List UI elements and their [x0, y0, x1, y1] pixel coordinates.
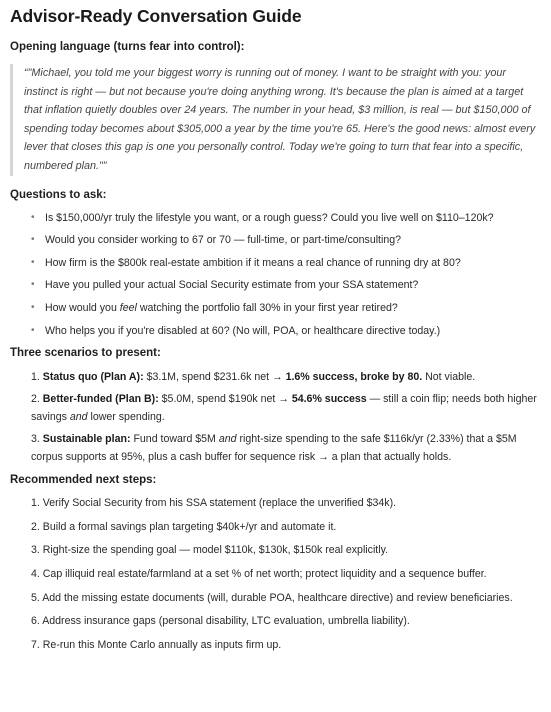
scenario-number: 2. [31, 393, 43, 406]
list-item [10, 277, 542, 293]
scenarios-heading: Three scenarios to present: [10, 347, 161, 360]
step-item: 3. Right-size the spending goal — model $110k, $130k, $150k real explicitly. [31, 544, 389, 557]
list-item [10, 232, 542, 248]
question-text-part: How would you [45, 301, 120, 314]
bullet-icon: • [31, 279, 35, 291]
list-item [10, 323, 542, 339]
scenario-tail: — still a coin flip; needs both higher savings [31, 393, 537, 424]
scenario-item [10, 390, 542, 426]
scenario-result: 54.6% success [291, 393, 367, 406]
opening-heading: Opening language (turns fear into control): [10, 41, 245, 53]
scenario-tail: Not viable. [422, 371, 476, 384]
scenario-result: 1.6% success, broke by 80. [285, 371, 423, 384]
question-text-part: watching the portfolio fall 30% in your first year retired? [136, 301, 398, 314]
step-item: 7. Re-run this Monte Carlo annually as inputs firm up. [31, 638, 282, 651]
scenario-number: 1. [31, 371, 43, 384]
scenario-label: Sustainable plan: [42, 433, 131, 446]
scenario-text: $3.1M, spend $231.6k net → [143, 371, 286, 384]
questions-list [10, 210, 542, 339]
step-item: 2. Build a formal savings plan targeting $40k+/yr and automate it. [31, 520, 337, 533]
list-item [10, 210, 542, 226]
scenario-item [10, 430, 542, 466]
scenario-emphasis: and [69, 411, 88, 424]
document [10, 4, 542, 659]
list-item [10, 255, 542, 271]
scenario-text: right-size spending to the safe $116k/yr (2.33%) that a $5M corpus supports at 95%, plus a cash buffer for sequence risk → a plan that actually holds. [31, 433, 517, 464]
scenario-label: Status quo (Plan A): [42, 371, 144, 384]
question-text: Have you pulled your actual Social Security estimate from your SSA statement? [45, 279, 419, 292]
step-item: 4. Cap illiquid real estate/farmland at a set % of net worth; protect liquidity and a sequence buffer. [31, 567, 487, 580]
scenarios-list [10, 368, 542, 466]
scenario-text: $5.0M, spend $190k net → [158, 393, 292, 406]
question-text: How firm is the $800k real-estate ambition if it means a real chance of running dry at 80? [45, 256, 461, 269]
scenario-item [10, 368, 542, 386]
bullet-icon: • [31, 211, 35, 223]
questions-heading: Questions to ask: [10, 188, 107, 201]
step-item: 1. Verify Social Security from his SSA statement (replace the unverified $34k). [31, 497, 397, 510]
bullet-icon: • [31, 301, 35, 313]
list-item [10, 300, 542, 316]
page-title: Advisor-Ready Conversation Guide [10, 6, 302, 26]
scenario-text: Fund toward $5M [130, 433, 219, 446]
scenario-emphasis: and [218, 433, 237, 446]
steps-heading: Recommended next steps: [10, 474, 157, 487]
bullet-icon: • [31, 256, 35, 268]
opening-quote: “"Michael, you told me your biggest worry is running out of money. I want to be straight with you: your instinct is right — but not because you're doing anything wrong. It's because the plan is aimed at a target that inflation quietly doubles over 24 years. The number in your head, $3 million, is real — but $150,000 of spending today becomes about $305,000 a year by the time you're 65. Here's the good news: almost every lever that closes this gap is one you personally control. Today we're going to turn that fear into a specific, numbered plan."” [10, 64, 542, 176]
bullet-icon: • [31, 234, 35, 246]
question-text: Who helps you if you're disabled at 60? (No will, POA, or healthcare directive today.) [45, 324, 441, 337]
step-item: 6. Address insurance gaps (personal disability, LTC evaluation, umbrella liability). [31, 615, 410, 628]
question-text: Would you consider working to 67 or 70 — full-time, or part-time/consulting? [45, 234, 402, 247]
scenario-label: Better-funded (Plan B): [42, 393, 159, 406]
scenario-tail: lower spending. [87, 411, 165, 424]
step-item: 5. Add the missing estate documents (will, durable POA, healthcare directive) and review beneficiaries. [31, 591, 513, 604]
steps-list [10, 494, 542, 654]
question-text: Is $150,000/yr truly the lifestyle you want, or a rough guess? Could you live well on $110–120k? [45, 211, 494, 224]
question-emphasis: feel [119, 301, 137, 314]
bullet-icon: • [31, 324, 35, 336]
scenario-number: 3. [31, 433, 43, 446]
